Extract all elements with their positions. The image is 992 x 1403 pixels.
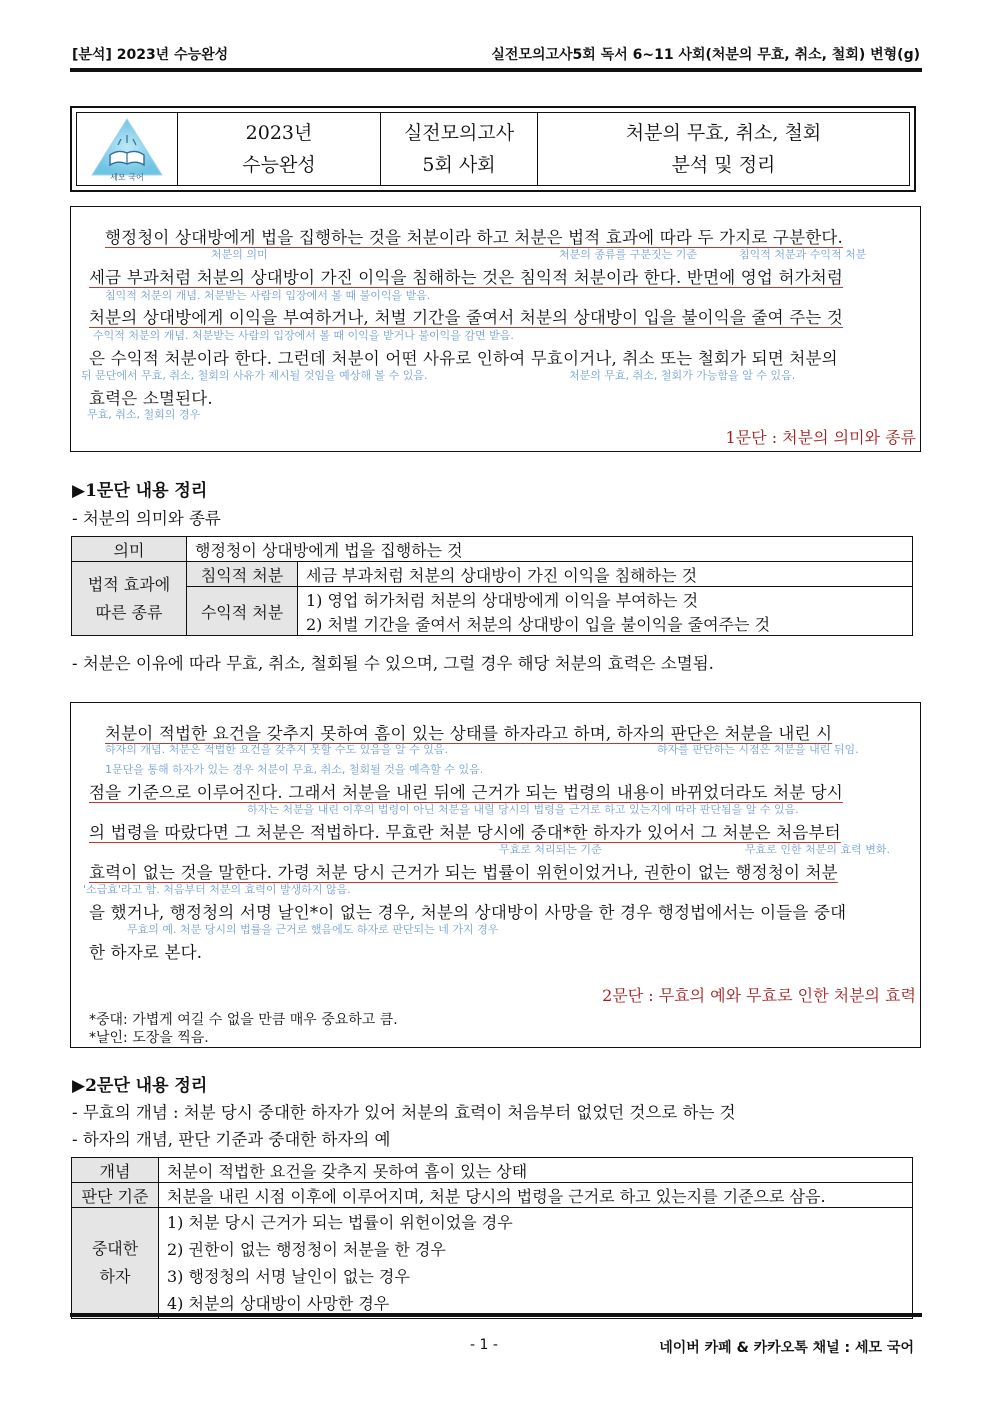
title-table xyxy=(70,106,916,192)
grave-key xyxy=(72,1208,159,1319)
grave-values xyxy=(159,1208,913,1319)
passage1-line-4: 은 수익적 처분이라 한다. 그런데 처분이 어떤 사유로 인하여 무효이거나, 취소 또는 철회가 되면 처분의 xyxy=(89,349,838,368)
summary2-line: - 하자의 개념, 판단 기준과 중대한 하자의 예 xyxy=(72,1130,391,1149)
summary2-line: - 무효의 개념 : 처분 당시 중대한 하자가 있어 처분의 효력이 처음부터 없었던 것으로 하는 것 xyxy=(72,1103,736,1122)
passage1-annotation: 침익적 처분과 수익적 처분 xyxy=(739,248,867,261)
summary1-subheading: - 처분의 의미와 종류 xyxy=(72,509,221,528)
grave-key-line: 중대한 xyxy=(91,1239,139,1258)
grave-item: 3) 행정청의 서명 날인이 없는 경우 xyxy=(167,1267,410,1286)
kind-key xyxy=(72,562,187,636)
passage2-annotation: 무효의 예. 처분 당시의 법률을 근거로 했음에도 하자로 판단되는 네 가지 경우 xyxy=(127,923,499,936)
logo-cell xyxy=(77,113,178,185)
passage2-annotation: '소급효'라고 함. 처음부터 처분의 효력이 발생하지 않음. xyxy=(83,883,351,896)
footer-channel: 네이버 카페 & 카카오톡 채널 : 세모 국어 xyxy=(659,1340,914,1356)
footer-rule xyxy=(70,1313,922,1317)
infringing-value: 세금 부과처럼 처분의 상대방이 가진 이익을 침해하는 것 xyxy=(298,562,913,587)
passage-1 xyxy=(70,206,921,452)
footnote: *날인: 도장을 찍음. xyxy=(89,1030,209,1046)
meaning-key: 의미 xyxy=(72,537,187,562)
header-left: [분석] 2023년 수능완성 xyxy=(72,47,229,63)
passage2-annotation: 하자의 개념. 처분은 적법한 요건을 갖추지 못할 수도 있음을 알 수 있음. xyxy=(105,743,448,756)
criterion-value: 처분을 내린 시점 이후에 이루어지며, 처분 당시의 법령을 근거로 하고 있는지를 기준으로 삼음. xyxy=(159,1183,913,1208)
passage2-line-6: 한 하자로 본다. xyxy=(89,943,203,962)
infringing-key: 침익적 처분 xyxy=(187,562,298,587)
beneficial-key: 수익적 처분 xyxy=(187,587,298,636)
title-year: 2023년 xyxy=(245,122,313,144)
grave-item: 1) 처분 당시 근거가 되는 법률이 위헌이었을 경우 xyxy=(167,1213,513,1232)
passage1-line-5: 효력은 소멸된다. xyxy=(89,389,213,408)
passage-2 xyxy=(70,702,921,1048)
title-col3 xyxy=(538,113,909,185)
summary2-heading: ▶2문단 내용 정리 xyxy=(72,1076,208,1096)
concept-value: 처분이 적법한 요건을 갖추지 못하여 흠이 있는 상태 xyxy=(159,1158,913,1183)
logo-text: 세모 국어 xyxy=(110,173,144,182)
passage2-line-4: 효력이 없는 것을 말한다. 가령 처분 당시 근거가 되는 법률이 위헌이었거나, 권한이 없는 행정청이 처분 xyxy=(89,863,838,882)
beneficial-value: 1) 영업 허가처럼 처분의 상대방에게 이익을 부여하는 것 xyxy=(298,587,913,612)
passage2-line-5: 을 했거나, 행정청의 서명 날인*이 없는 경우, 처분의 상대방이 사망을 한 경우 행정법에서는 이들을 중대 xyxy=(89,903,847,922)
passage1-caption: 1문단 : 처분의 의미와 종류 xyxy=(725,428,916,447)
passage1-line-3: 처분의 상대방에게 이익을 부여하거나, 처벌 기간을 줄여서 처분의 상대방이 입을 불이익을 줄여 주는 것 xyxy=(89,308,844,327)
footnote: *중대: 가볍게 여길 수 없을 만큼 매우 중요하고 큼. xyxy=(89,1012,398,1028)
passage1-annotation: 처분의 종류를 구분짓는 기준 xyxy=(559,248,698,261)
meaning-value: 행정청이 상대방에게 법을 집행하는 것 xyxy=(187,537,913,562)
page-number: - 1 - xyxy=(470,1337,498,1353)
passage2-annotation: 하자를 판단하는 시점은 처분을 내린 뒤임. xyxy=(657,743,859,756)
passage2-caption: 2문단 : 무효의 예와 무효로 인한 처분의 효력 xyxy=(602,986,916,1005)
passage2-annotation: 하자는 처분을 내린 이후의 법령이 아닌 처분을 내릴 당시의 법령을 근거로 하고 있는지에 따라 판단됨을 알 수 있음. xyxy=(247,803,799,816)
kind-key-line: 따른 종류 xyxy=(95,602,163,622)
grave-item: 4) 처분의 상대방이 사망한 경우 xyxy=(167,1294,390,1313)
header-right: 실전모의고사5회 독서 6~11 사회(처분의 무효, 취소, 철회) 변형(g) xyxy=(491,47,920,63)
kind-key-line: 법적 효과에 xyxy=(87,574,171,594)
passage1-line-2: 세금 부과처럼 처분의 상대방이 가진 이익을 침해하는 것은 침익적 처분이라 한다. 반면에 영업 허가처럼 xyxy=(89,268,844,287)
title-subtitle: 분석 및 정리 xyxy=(671,154,776,176)
title-book: 수능완성 xyxy=(242,154,316,176)
summary1-note: - 처분은 이유에 따라 무효, 취소, 철회될 수 있으며, 그럴 경우 해당 처분의 효력은 소멸됨. xyxy=(72,654,714,673)
passage1-annotation: 처분의 무효, 취소, 철회가 가능함을 알 수 있음. xyxy=(569,369,796,382)
passage1-annotation: 처분의 의미 xyxy=(211,248,268,261)
passage2-annotation: 1문단을 통해 하자가 있는 경우 처분이 무효, 취소, 철회될 것을 예측할 수 있음. xyxy=(105,763,484,776)
criterion-key: 판단 기준 xyxy=(72,1183,159,1208)
passage2-annotation: 무효로 처리되는 기준 xyxy=(499,843,602,856)
passage2-line-2: 점을 기준으로 이루어진다. 그래서 처분을 내린 뒤에 근거가 되는 법령의 내용이 바뀌었더라도 처분 당시 xyxy=(89,783,844,802)
title-topic: 처분의 무효, 취소, 철회 xyxy=(625,122,822,144)
passage1-annotation: 수익적 처분의 개념. 처분받는 사람의 입장에서 볼 때 이익을 받거나 불이익을 감면 받음. xyxy=(93,329,514,342)
passage2-line-1: 처분이 적법한 요건을 갖추지 못하여 흠이 있는 상태를 하자라고 하며, 하자의 판단은 처분을 내린 시 xyxy=(105,724,833,743)
passage2-line-3: 의 법령을 따랐다면 그 처분은 적법하다. 무효란 처분 당시에 중대*한 하자가 있어서 그 처분은 처음부터 xyxy=(89,823,841,842)
grave-item: 2) 권한이 없는 행정청이 처분을 한 경우 xyxy=(167,1240,446,1259)
title-col2 xyxy=(381,113,538,185)
grave-key-line: 하자 xyxy=(99,1267,131,1286)
passage1-line-1: 행정청이 상대방에게 법을 집행하는 것을 처분이라 하고 처분은 법적 효과에 따라 두 가지로 구분한다. xyxy=(105,228,843,247)
summary1-table xyxy=(71,536,913,636)
title-round: 5회 사회 xyxy=(422,154,496,176)
header-rule xyxy=(70,68,922,72)
passage1-annotation: 뒤 문단에서 무효, 취소, 철회의 사유가 제시될 것임을 예상해 볼 수 있음. xyxy=(81,369,428,382)
concept-key: 개념 xyxy=(72,1158,159,1183)
title-exam: 실전모의고사 xyxy=(403,122,515,144)
passage2-annotation: 무효로 인한 처분의 효력 변화. xyxy=(745,843,890,856)
beneficial-value: 2) 처벌 기간을 줄여서 처분의 상대방이 입을 불이익을 줄여주는 것 xyxy=(298,611,913,636)
summary2-table xyxy=(71,1157,913,1319)
summary1-heading: ▶1문단 내용 정리 xyxy=(72,481,208,501)
passage1-annotation: 침익적 처분의 개념. 처분받는 사람의 입장에서 볼 때 불이익을 받음. xyxy=(105,289,431,302)
passage1-annotation: 무효, 취소, 철회의 경우 xyxy=(87,408,201,421)
title-col1 xyxy=(178,113,381,185)
